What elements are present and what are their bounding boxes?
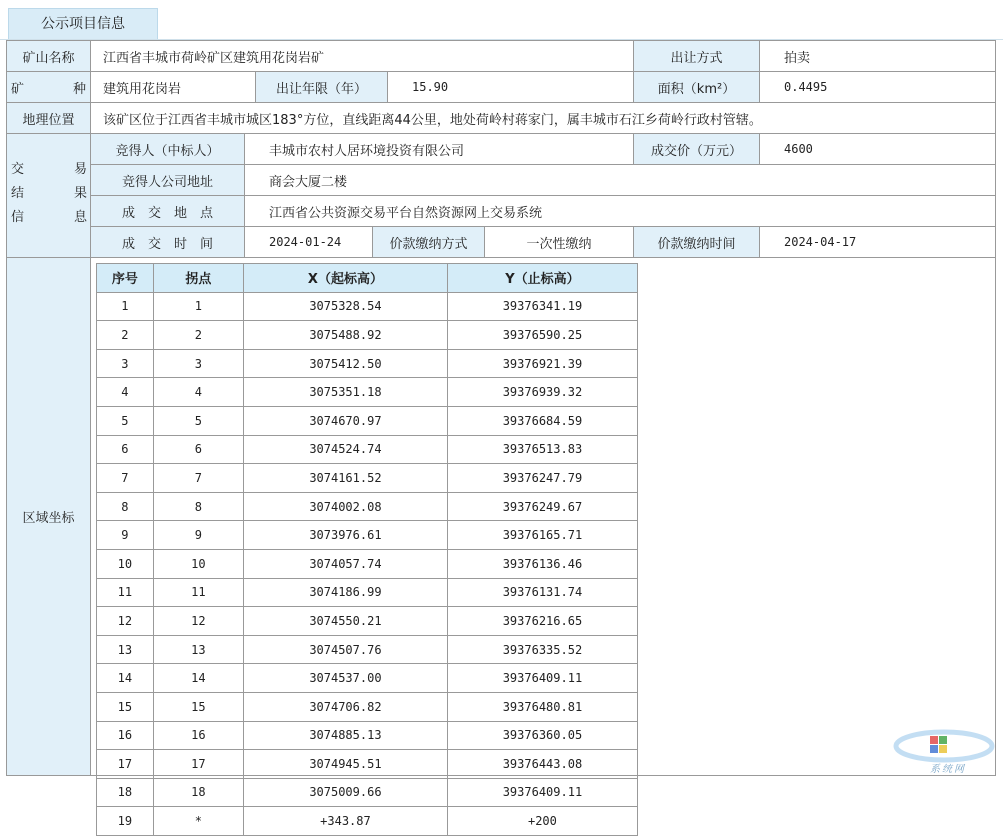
watermark-text: 系统网	[930, 764, 966, 775]
cell-index: 4	[97, 378, 154, 407]
cell-point: 18	[153, 778, 243, 807]
value-term: 15.90	[388, 72, 634, 103]
label-payment-method: 价款缴纳方式	[373, 227, 485, 258]
table-row	[97, 721, 638, 750]
cell-y: 39376513.83	[447, 435, 637, 464]
table-row	[97, 349, 638, 378]
coord-table-body	[97, 292, 638, 835]
table-row	[97, 578, 638, 607]
label-area: 面积（km²）	[634, 72, 760, 103]
value-payment-time: 2024-04-17	[760, 227, 995, 258]
value-mine-name: 江西省丰城市荷岭矿区建筑用花岗岩矿	[91, 41, 634, 72]
cell-index: 9	[97, 521, 154, 550]
cell-point: 10	[153, 549, 243, 578]
cell-x: 3074161.52	[244, 464, 448, 493]
table-row	[97, 807, 638, 836]
value-location: 该矿区位于江西省丰城市城区183°方位，直线距离44公里，地处荷岭村蒋家门，属丰城市石江乡荷岭行政村管辖。	[91, 103, 995, 134]
cell-x: 3074885.13	[244, 721, 448, 750]
value-venue: 江西省公共资源交易平台自然资源网上交易系统	[245, 196, 995, 227]
cell-index: 15	[97, 692, 154, 721]
cell-y: 39376216.65	[447, 607, 637, 636]
table-row	[97, 607, 638, 636]
value-transfer-method: 拍卖	[760, 41, 995, 72]
cell-y: 39376360.05	[447, 721, 637, 750]
label-venue: 成 交 地 点	[91, 196, 245, 227]
coord-table-header	[97, 264, 638, 293]
watermark-square-yellow	[939, 745, 947, 753]
cell-point: 5	[153, 406, 243, 435]
cell-y: 39376939.32	[447, 378, 637, 407]
cell-index: 10	[97, 549, 154, 578]
table-row	[97, 492, 638, 521]
cell-y: 39376921.39	[447, 349, 637, 378]
watermark-square-blue	[930, 745, 938, 753]
trade-char-2: 易	[73, 162, 87, 177]
cell-y: 39376409.11	[447, 664, 637, 693]
cell-x: 3074524.74	[244, 435, 448, 464]
cell-point: 16	[153, 721, 243, 750]
cell-point: 3	[153, 349, 243, 378]
label-coords: 区域坐标	[7, 258, 91, 775]
label-term: 出让年限（年）	[256, 72, 388, 103]
table-row	[97, 549, 638, 578]
label-trade-result	[7, 134, 91, 258]
cell-point: 8	[153, 492, 243, 521]
cell-index: 11	[97, 578, 154, 607]
cell-y: +200	[447, 807, 637, 836]
cell-x: 3074550.21	[244, 607, 448, 636]
cell-y: 39376165.71	[447, 521, 637, 550]
header-point: 拐点	[153, 264, 243, 293]
watermark-square-red	[930, 736, 938, 744]
cell-x: 3074057.74	[244, 549, 448, 578]
trade-char-5: 信	[11, 210, 25, 225]
header-x: X（起标高）	[244, 264, 448, 293]
header-index: 序号	[97, 264, 154, 293]
cell-x: 3074002.08	[244, 492, 448, 521]
cell-index: 2	[97, 321, 154, 350]
table-row	[97, 406, 638, 435]
cell-y: 39376409.11	[447, 778, 637, 807]
cell-point: 15	[153, 692, 243, 721]
label-trade-time: 成 交 时 间	[91, 227, 245, 258]
trade-char-6: 息	[73, 210, 87, 225]
tab-project-info[interactable]: 公示项目信息	[8, 8, 158, 39]
label-winner: 竞得人（中标人）	[91, 134, 245, 165]
label-winner-address: 竞得人公司地址	[91, 165, 245, 196]
cell-point: 4	[153, 378, 243, 407]
cell-y: 39376590.25	[447, 321, 637, 350]
cell-point: 6	[153, 435, 243, 464]
cell-y: 39376136.46	[447, 549, 637, 578]
cell-point: 17	[153, 750, 243, 779]
cell-index: 7	[97, 464, 154, 493]
cell-x: 3074670.97	[244, 406, 448, 435]
cell-y: 39376684.59	[447, 406, 637, 435]
cell-point: 1	[153, 292, 243, 321]
cell-index: 14	[97, 664, 154, 693]
label-mineral-char-1: 矿	[11, 81, 25, 97]
cell-index: 1	[97, 292, 154, 321]
header-y: Y（止标高）	[447, 264, 637, 293]
value-winner-address: 商会大厦二楼	[245, 165, 995, 196]
cell-y: 39376443.08	[447, 750, 637, 779]
cell-y: 39376131.74	[447, 578, 637, 607]
table-row	[97, 750, 638, 779]
trade-char-4: 果	[73, 186, 87, 201]
label-mineral	[7, 72, 91, 103]
cell-index: 17	[97, 750, 154, 779]
cell-x: 3075488.92	[244, 321, 448, 350]
cell-y: 39376247.79	[447, 464, 637, 493]
value-payment-method: 一次性缴纳	[485, 227, 634, 258]
cell-y: 39376480.81	[447, 692, 637, 721]
value-area: 0.4495	[760, 72, 995, 103]
label-price: 成交价（万元）	[634, 134, 760, 165]
cell-x: 3075328.54	[244, 292, 448, 321]
cell-index: 6	[97, 435, 154, 464]
cell-index: 8	[97, 492, 154, 521]
trade-char-1: 交	[11, 162, 25, 177]
cell-point: 9	[153, 521, 243, 550]
cell-point: *	[153, 807, 243, 836]
cell-point: 11	[153, 578, 243, 607]
table-row	[97, 692, 638, 721]
cell-x: 3074537.00	[244, 664, 448, 693]
value-price: 4600	[760, 134, 995, 165]
cell-index: 13	[97, 635, 154, 664]
trade-char-3: 结	[11, 186, 25, 201]
cell-y: 39376341.19	[447, 292, 637, 321]
cell-point: 12	[153, 607, 243, 636]
value-mineral: 建筑用花岗岩	[91, 72, 256, 103]
cell-x: +343.87	[244, 807, 448, 836]
cell-y: 39376249.67	[447, 492, 637, 521]
cell-x: 3074706.82	[244, 692, 448, 721]
cell-index: 3	[97, 349, 154, 378]
table-row	[97, 464, 638, 493]
cell-index: 18	[97, 778, 154, 807]
table-row	[97, 378, 638, 407]
cell-x: 3075351.18	[244, 378, 448, 407]
cell-point: 7	[153, 464, 243, 493]
cell-y: 39376335.52	[447, 635, 637, 664]
label-payment-time: 价款缴纳时间	[634, 227, 760, 258]
label-mineral-char-2: 种	[72, 81, 86, 97]
cell-index: 16	[97, 721, 154, 750]
cell-x: 3073976.61	[244, 521, 448, 550]
table-row	[97, 521, 638, 550]
label-location: 地理位置	[7, 103, 91, 134]
value-trade-time: 2024-01-24	[245, 227, 373, 258]
table-row	[97, 778, 638, 807]
watermark-square-green	[939, 736, 947, 744]
label-transfer-method: 出让方式	[634, 41, 760, 72]
cell-index: 5	[97, 406, 154, 435]
value-winner: 丰城市农村人居环境投资有限公司	[245, 134, 634, 165]
cell-point: 13	[153, 635, 243, 664]
label-mine-name: 矿山名称	[7, 41, 91, 72]
cell-index: 12	[97, 607, 154, 636]
table-row	[97, 321, 638, 350]
table-row	[97, 292, 638, 321]
cell-x: 3074945.51	[244, 750, 448, 779]
cell-point: 14	[153, 664, 243, 693]
cell-x: 3075009.66	[244, 778, 448, 807]
table-row	[97, 635, 638, 664]
cell-point: 2	[153, 321, 243, 350]
table-row	[97, 435, 638, 464]
cell-x: 3074507.76	[244, 635, 448, 664]
cell-x: 3075412.50	[244, 349, 448, 378]
cell-x: 3074186.99	[244, 578, 448, 607]
cell-index: 19	[97, 807, 154, 836]
table-row	[97, 664, 638, 693]
coord-table	[96, 263, 638, 836]
